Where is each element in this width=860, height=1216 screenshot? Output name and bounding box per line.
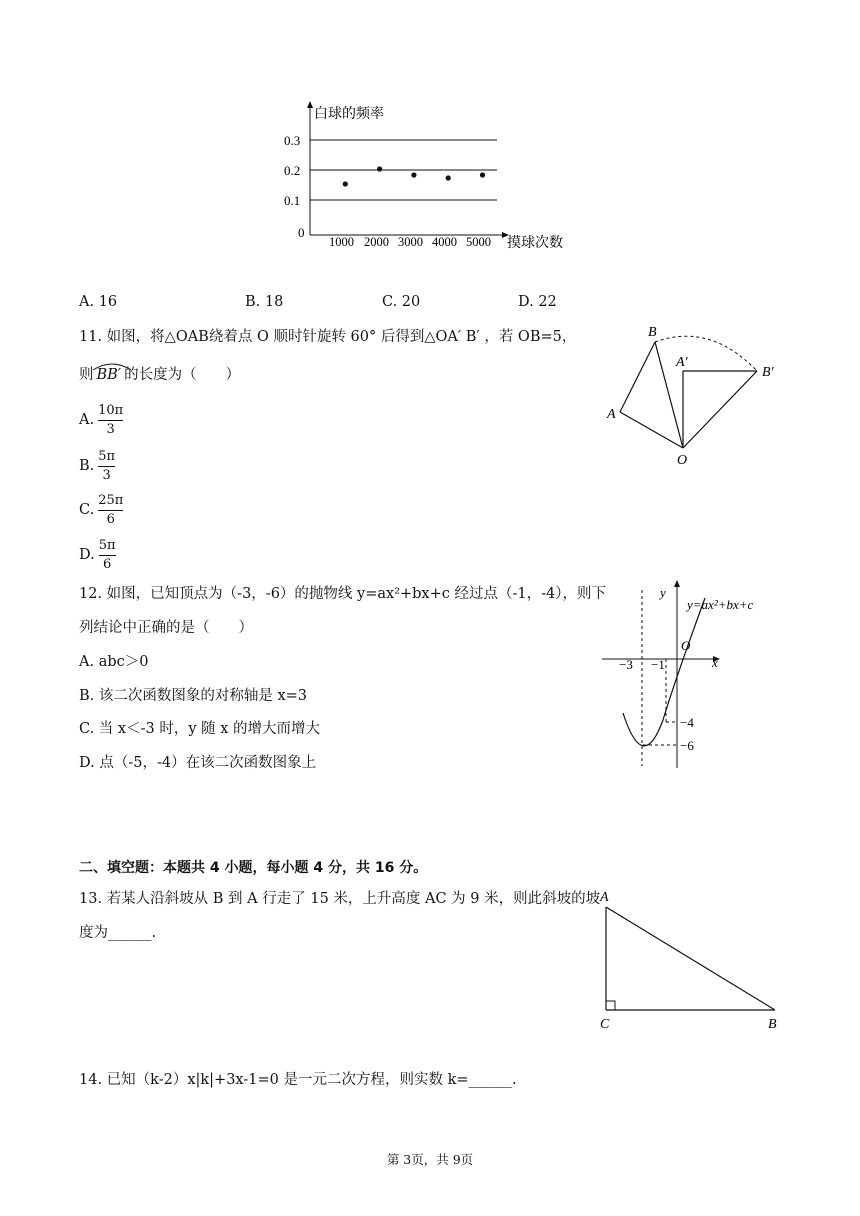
scatter-point: [343, 181, 348, 186]
x-tick-label: 4000: [432, 235, 457, 249]
q11-stem-line1: 11. 如图，将△OAB绕着点 O 顺时针旋转 60° 后得到△OA′ B′ ，若 OB=5，: [79, 329, 577, 345]
numerator: 25π: [98, 493, 124, 508]
q11-option-d: [79, 539, 116, 571]
denominator: 6: [102, 556, 112, 572]
denominator: 6: [106, 511, 115, 527]
equation-label: y=ax²+bx+c: [687, 597, 754, 612]
point-label-b: B: [648, 325, 657, 340]
numerator: 5π: [98, 538, 116, 553]
scatter-point: [480, 172, 485, 177]
x-axis-letter: x: [712, 655, 718, 670]
y-axis-arrow: [307, 101, 313, 108]
scatter-point: [446, 175, 451, 180]
q12-stem-line1: 12. 如图，已知顶点为（-3，-6）的抛物线 y=ax²+bx+c 经过点（-1，-4），则下: [79, 586, 606, 602]
option-letter: C.: [79, 501, 95, 518]
y-tick-label: 0.2: [284, 163, 301, 178]
q12-option-c: C. 当 x＜-3 时，y 随 x 的增大而增大: [79, 721, 321, 737]
rotation-figure: [600, 320, 790, 470]
q14-stem: 14. 已知（k-2）x|k|+3x-1=0 是一元二次方程，则实数 k=______.: [79, 1072, 517, 1088]
y-axis-letter: y: [660, 585, 666, 600]
denominator: 3: [106, 421, 115, 437]
origin-letter: O: [681, 638, 691, 653]
q10-option-c: C. 20: [382, 294, 421, 310]
x-tick-label: 2000: [364, 235, 389, 249]
fraction: [98, 450, 115, 482]
q11-option-a: [79, 404, 123, 436]
q12-stem-line2: 列结论中正确的是（ ）: [79, 620, 253, 636]
parabola-figure: [595, 580, 795, 770]
q10-option-d: D. 22: [518, 294, 557, 310]
q13-stem-line2: 度为______.: [79, 925, 157, 941]
arc-symbol-icon: [92, 361, 132, 371]
origin-label: 0: [298, 225, 305, 240]
q11-option-c: [79, 494, 123, 526]
point-label-a: A: [607, 407, 616, 422]
tick-label-minus3: −3: [619, 657, 633, 672]
option-letter: A.: [79, 411, 95, 428]
q12-option-a: A. abc＞0: [79, 654, 149, 670]
numerator: 5π: [98, 449, 116, 464]
q11-stem-suffix: 的长度为（ ）: [124, 367, 241, 383]
scatter-point: [377, 166, 382, 171]
q10-option-b: B. 18: [245, 294, 284, 310]
q12-option-b: B. 该二次函数图象的对称轴是 x=3: [79, 688, 308, 704]
arc-label: BB′: [96, 367, 122, 383]
point-label-a-prime: A′: [676, 355, 688, 370]
tick-label-minus1: −1: [651, 657, 665, 672]
point-label-b-prime: B′: [762, 365, 774, 380]
page-footer: 第 3页，共 9页: [386, 1152, 474, 1167]
point-label-c: C: [600, 1017, 610, 1032]
x-tick-label: 5000: [466, 235, 491, 249]
y-tick-label: 0.1: [284, 193, 301, 208]
fraction: [99, 539, 116, 571]
tick-label-minus6: −6: [680, 738, 694, 753]
q11-stem-prefix: 则: [79, 367, 94, 383]
tick-label-minus4: −4: [680, 715, 694, 730]
scatter-point: [411, 172, 416, 177]
x-axis-label: 摸球次数: [507, 236, 563, 251]
point-label-a: A: [600, 890, 609, 905]
q10-option-a: A. 16: [79, 294, 118, 310]
q13-stem-line1: 13. 若某人沿斜坡从 B 到 A 行走了 15 米，上升高度 AC 为 9 米，则此斜坡的坡: [79, 891, 601, 907]
y-tick-label: 0.3: [284, 133, 301, 148]
fraction: [98, 404, 123, 436]
option-letter: D.: [79, 546, 95, 563]
numerator: 10π: [98, 403, 124, 418]
arc-bb-prime: [94, 368, 125, 383]
point-label-b: B: [768, 1017, 777, 1032]
slope-triangle-figure: [597, 885, 797, 1035]
option-letter: B.: [79, 457, 95, 474]
point-label-o: O: [677, 453, 688, 468]
denominator: 3: [102, 467, 111, 483]
y-axis-label: 白球的频率: [314, 107, 384, 122]
q12-option-d: D. 点（-5，-4）在该二次函数图象上: [79, 755, 317, 771]
frequency-scatter-chart: [280, 98, 590, 258]
section-heading: 二、填空题：本题共 4 小题，每小题 4 分，共 16 分。: [79, 860, 428, 876]
x-tick-label: 3000: [398, 235, 423, 249]
q11-stem-line2: [79, 368, 240, 383]
q11-option-b: [79, 450, 115, 482]
fraction: [98, 494, 123, 526]
x-tick-label: 1000: [329, 235, 354, 249]
